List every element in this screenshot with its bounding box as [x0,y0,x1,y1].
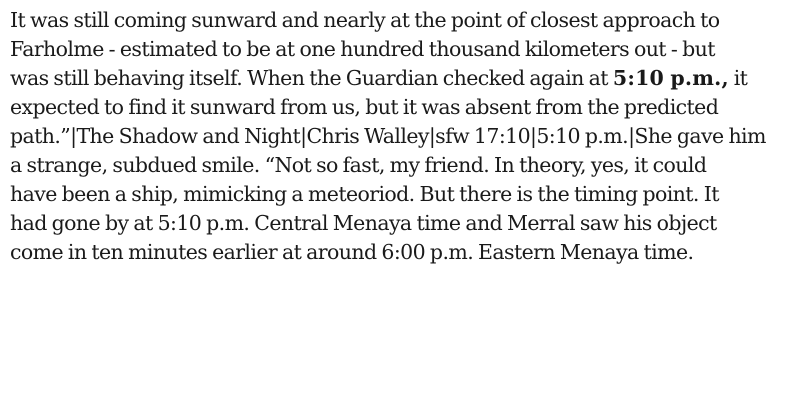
passage-line-8: had gone by at 5:10 p.m. Central Menaya time and Merral saw his object [10,211,717,235]
passage-line-1: It was still coming sunward and nearly at the point of closest approach to [10,8,720,32]
passage-line-2: Farholme - estimated to be at one hundred thousand kilometers out - but [10,37,715,61]
passage-line-7: have been a ship, mimicking a meteoriod. But there is the timing point. It [10,182,719,206]
passage-line-3 [10,64,790,93]
highlighted-time: 5:10 p.m., [612,66,729,90]
passage-line-9: come in ten minutes earlier at around 6:00 p.m. Eastern Menaya time. [10,240,694,264]
quote-passage [10,6,790,267]
passage-line-5: path.”|The Shadow and Night|Chris Walley|sfw 17:10|5:10 p.m.|She gave him [10,124,766,148]
passage-line-3-start: was still behaving itself. When the Guardian checked again at [10,66,613,90]
passage-line-6: a strange, subdued smile. “Not so fast, my friend. In theory, yes, it could [10,153,707,177]
passage-line-3-end: it [728,66,748,90]
passage-line-4: expected to find it sunward from us, but it was absent from the predicted [10,95,719,119]
